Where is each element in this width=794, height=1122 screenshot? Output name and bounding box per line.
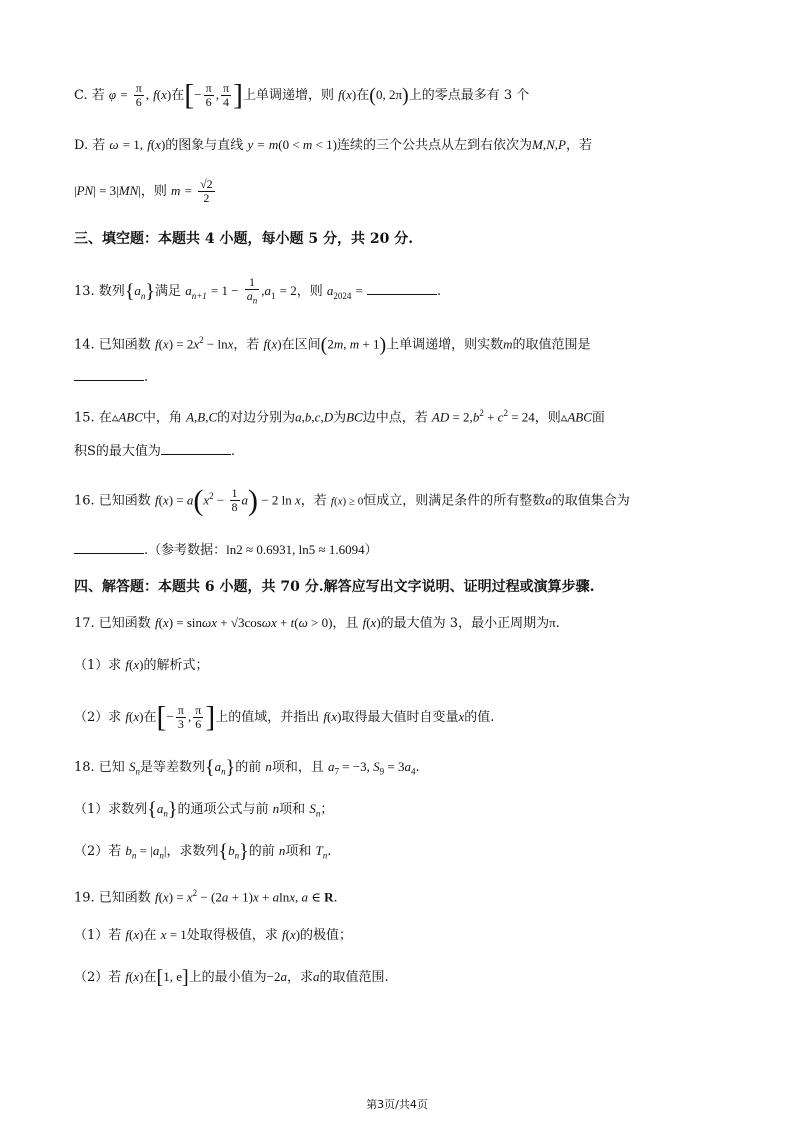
question-16: 16. 已知函数 $f(x) = a(x^2$ − $\frac{1}{8}$ a) − 2 ln x，若 f(x) ≥ 0恒成立，则满足条件的所有整数a的取值集合为 <box>74 483 630 517</box>
question-14-line2: . <box>74 366 734 388</box>
question-18: 18. 已知 $S_n$是等差数列$\{a_n\}$的前 n项和，且 $a_7 = -3$, $S_9 = 3a_4$. <box>74 756 420 779</box>
question-13: 13. 数列$\{a_n\}$满足 $a_{n+1} = 1$ − $\frac{1}{a_n}$ $,a_1 = 2$，则 $a_{2024}$ = . <box>74 275 442 306</box>
question-14: 14. 已知函数 $f(x) = 2x^2 - \ln x$，若 f(x)在区间(2m, m + 1)上单调递增，则实数m的取值范围是 <box>74 333 591 356</box>
answer-blank-14[interactable] <box>74 366 144 381</box>
question-17-part1: （1）求 f(x)的解析式； <box>74 657 209 673</box>
question-15: 15. 在▵ABC中，角 A,B,C的对边分别为a,b,c,D为BC边中点，若 AD = $2,b^2 + c^2 = 24$，则▵ABC面 <box>74 408 605 426</box>
option-d: D. 若 ω = 1, f(x)的图象与直线 y = m(0 < m < 1)连续的三个公共点从左到右依次为M,N,P，若 <box>74 137 592 153</box>
question-16-line2: .（参考数据：ln2 ≈ 0.6931, ln5 ≈ 1.6094） <box>74 539 734 561</box>
question-15-line2: 积S的最大值为 . <box>74 440 734 462</box>
question-19-part1: （1）若 f(x)在 x = 1处取得极值，求 f(x)的极值； <box>74 927 353 943</box>
question-17-part2: （2）求 f(x)在[− $\frac{\pi}{3}$ , $\frac{\pi}{6}$ ]上的值域，并指出 f(x)取得最大值时自变量x的值. <box>74 700 495 734</box>
section-solve-heading: 四、解答题：本题共 6 小题，共 70 分.解答应写出文字说明、证明过程或演算步骤. <box>74 579 595 595</box>
question-18-part2: （2）若 $b_n = |a_n|$，求数列$\{b_n\}$的前 n项和 $T_n$. <box>74 840 332 863</box>
section-fill-heading: 三、填空题：本题共 4 小题，每小题 5 分，共 20 分. <box>74 231 414 247</box>
question-19-part2: （2）若 f(x)在[1, e]上的最小值为−2a，求a的取值范围. <box>74 966 389 989</box>
answer-blank-16[interactable] <box>74 539 144 554</box>
question-18-part1: （1）求数列$\{a_n\}$的通项公式与前 n项和 $S_n$； <box>74 798 334 821</box>
answer-blank-13[interactable] <box>367 280 437 295</box>
page-footer: 第3页/共4页 <box>366 1098 428 1111</box>
question-17: 17. 已知函数 f(x) = sinωx + √3cosωx + t(ω > 0)，且 f(x)的最大值为 3，最小正周期为π. <box>74 615 560 631</box>
answer-blank-15[interactable] <box>161 440 231 455</box>
option-d-line2: |PN| = 3|MN|，则 m = $\frac{√2}{2}$ <box>74 177 213 205</box>
option-c: C. 若 φ = $\frac{\pi}{6}$ , f(x)在[− $\frac{\pi}{6}$ , $\frac{\pi}{4}$ ]上单调递增，则 f(x)在(0, 2π)上的零点最多有 3 个 <box>74 78 530 112</box>
question-19: 19. 已知函数 $f(x) = x^2 - (2a + 1)x + alnx$, a ∈ R. <box>74 888 338 906</box>
